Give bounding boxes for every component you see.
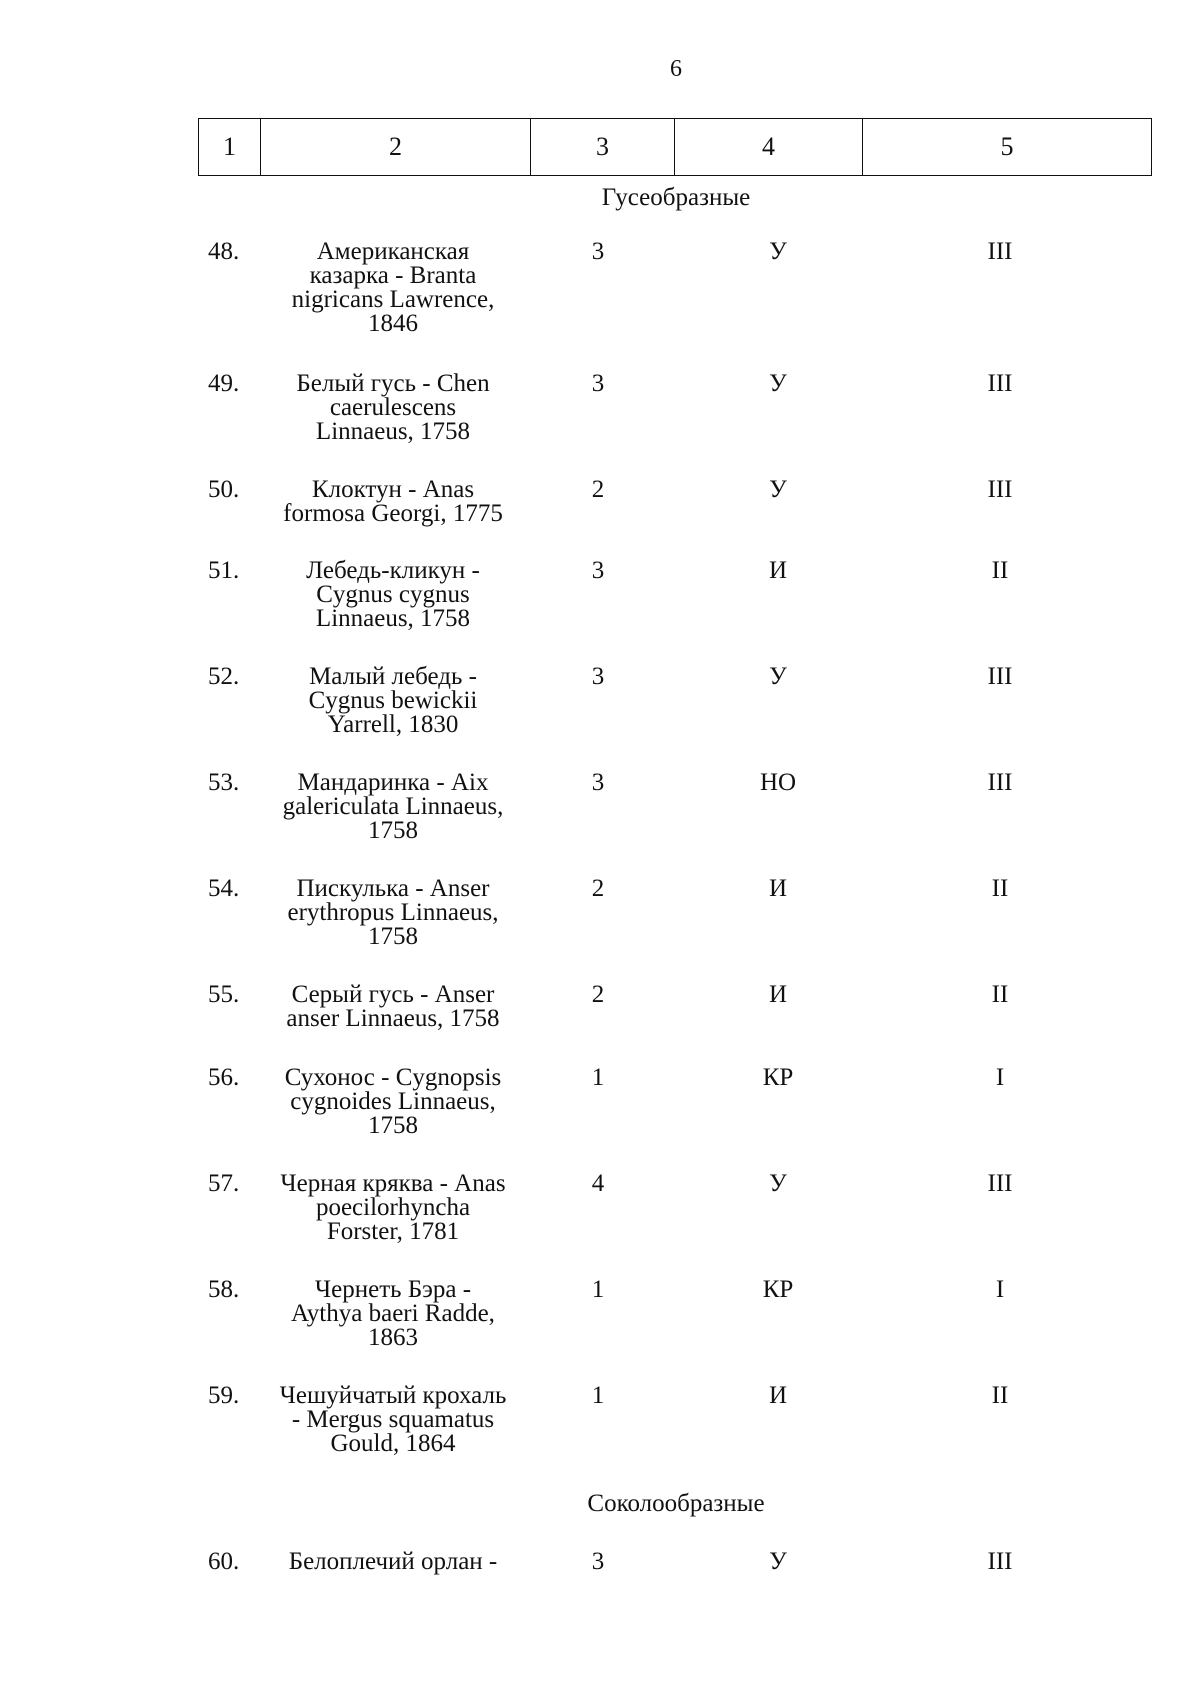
header-col-2: 2 xyxy=(261,119,531,175)
species-name xyxy=(248,240,538,336)
row-number: 55. xyxy=(208,981,240,1008)
species-name xyxy=(248,478,538,526)
rarity-category: 2 xyxy=(591,476,605,503)
row-number: 58. xyxy=(208,1276,240,1303)
species-name-line: Yarrell, 1830 xyxy=(327,711,459,738)
species-name xyxy=(248,983,538,1031)
status-code: КР xyxy=(762,1064,794,1091)
rarity-category: 3 xyxy=(591,769,605,796)
species-name-line: Forster, 1781 xyxy=(326,1218,460,1245)
species-name-line: Чешуйчатый крохаль xyxy=(279,1382,507,1409)
species-name-line: galericulata Linnaeus, xyxy=(282,793,504,820)
section-title-anseriformes: Гусеобразные xyxy=(601,184,751,211)
status-code: КР xyxy=(762,1276,794,1303)
priority-level: I xyxy=(995,1276,1005,1303)
species-name-line: Cygnus cygnus xyxy=(316,581,470,608)
species-name xyxy=(248,1172,538,1244)
species-name-line: Белоплечий орлан - xyxy=(288,1548,498,1575)
status-code: И xyxy=(768,1382,788,1409)
species-name-line: Клоктун - Anas xyxy=(311,476,475,503)
species-name xyxy=(248,1550,538,1574)
status-code: У xyxy=(769,1548,787,1575)
species-name-line: Лебедь-кликун - xyxy=(306,557,480,584)
species-name-line: nigricans Lawrence, xyxy=(291,286,495,313)
rarity-category: 3 xyxy=(591,557,605,584)
priority-level: II xyxy=(991,875,1009,902)
row-number: 52. xyxy=(208,663,240,690)
species-name-line: Linnaeus, 1758 xyxy=(315,418,471,445)
species-name-line: cygnoides Linnaeus, xyxy=(290,1088,496,1115)
priority-level: III xyxy=(987,370,1013,397)
status-code: И xyxy=(768,981,788,1008)
species-name xyxy=(248,1278,538,1350)
row-number: 50. xyxy=(208,476,240,503)
species-name-line: poecilorhyncha xyxy=(315,1194,471,1221)
rarity-category: 3 xyxy=(591,370,605,397)
priority-level: III xyxy=(987,1170,1013,1197)
row-number: 60. xyxy=(208,1548,240,1575)
species-name-line: Серый гусь - Anser xyxy=(291,981,495,1008)
species-name xyxy=(248,665,538,737)
priority-level: III xyxy=(987,238,1013,265)
species-name xyxy=(248,559,538,631)
species-name-line: Белый гусь - Chen xyxy=(296,370,490,397)
species-name-line: Aythya baeri Radde, xyxy=(291,1300,495,1327)
species-name xyxy=(248,771,538,843)
status-code: И xyxy=(768,557,788,584)
priority-level: III xyxy=(987,476,1013,503)
status-code: У xyxy=(769,238,787,265)
species-name-line: Cygnus bewickii xyxy=(308,687,478,714)
row-number: 59. xyxy=(208,1382,240,1409)
status-code: У xyxy=(769,370,787,397)
header-col-1: 1 xyxy=(199,119,261,175)
priority-level: III xyxy=(987,663,1013,690)
priority-level: II xyxy=(991,557,1009,584)
species-name-line: erythropus Linnaeus, xyxy=(287,899,499,926)
priority-level: III xyxy=(987,769,1013,796)
rarity-category: 4 xyxy=(591,1170,605,1197)
species-name-line: Сухонос - Cygnopsis xyxy=(284,1064,502,1091)
species-name-line: Мандаринка - Aix xyxy=(297,769,489,796)
rarity-category: 1 xyxy=(591,1064,605,1091)
species-name-line: 1846 xyxy=(368,310,418,337)
row-number: 49. xyxy=(208,370,240,397)
species-name-line: 1758 xyxy=(368,923,418,950)
species-name-line: Linnaeus, 1758 xyxy=(315,605,471,632)
status-code: НО xyxy=(759,769,797,796)
species-name-line: formosa Georgi, 1775 xyxy=(283,500,503,527)
species-name xyxy=(248,372,538,444)
status-code: У xyxy=(769,476,787,503)
table-header xyxy=(198,118,1152,176)
species-name-line: казарка - Branta xyxy=(309,262,477,289)
species-name-line: Американская xyxy=(316,238,470,265)
species-name xyxy=(248,1066,538,1138)
rarity-category: 2 xyxy=(591,875,605,902)
rarity-category: 1 xyxy=(591,1382,605,1409)
species-name-line: Малый лебедь - xyxy=(309,663,477,690)
rarity-category: 3 xyxy=(591,238,605,265)
species-name-line: Gould, 1864 xyxy=(330,1430,456,1457)
species-name xyxy=(248,1384,538,1456)
row-number: 57. xyxy=(208,1170,240,1197)
rarity-category: 3 xyxy=(591,663,605,690)
header-col-5: 5 xyxy=(1000,132,1014,161)
species-name xyxy=(248,877,538,949)
row-number: 51. xyxy=(208,557,240,584)
species-name-line: caerulescens xyxy=(329,394,457,421)
row-number: 56. xyxy=(208,1064,240,1091)
species-name-line: 1758 xyxy=(368,1112,418,1139)
status-code: У xyxy=(769,1170,787,1197)
priority-level: III xyxy=(987,1548,1013,1575)
rarity-category: 2 xyxy=(591,981,605,1008)
row-number: 53. xyxy=(208,769,240,796)
row-number: 54. xyxy=(208,875,240,902)
rarity-category: 1 xyxy=(591,1276,605,1303)
status-code: У xyxy=(769,663,787,690)
rarity-category: 3 xyxy=(591,1548,605,1575)
species-name-line: anser Linnaeus, 1758 xyxy=(286,1005,500,1032)
page-number: 6 xyxy=(670,56,682,82)
species-name-line: 1863 xyxy=(368,1324,418,1351)
species-name-line: Черная кряква - Anas xyxy=(280,1170,506,1197)
priority-level: II xyxy=(991,1382,1009,1409)
species-name-line: Чернеть Бэра - xyxy=(314,1276,472,1303)
header-col-3: 3 xyxy=(531,119,675,175)
species-name-line: 1758 xyxy=(368,817,418,844)
priority-level: II xyxy=(991,981,1009,1008)
row-number: 48. xyxy=(208,238,240,265)
species-name-line: Пискулька - Anser xyxy=(296,875,490,902)
priority-level: I xyxy=(995,1064,1005,1091)
status-code: И xyxy=(768,875,788,902)
section-title-falconiformes: Соколообразные xyxy=(587,1490,765,1517)
header-col-4: 4 xyxy=(675,119,863,175)
species-name-line: - Mergus squamatus xyxy=(291,1406,495,1433)
